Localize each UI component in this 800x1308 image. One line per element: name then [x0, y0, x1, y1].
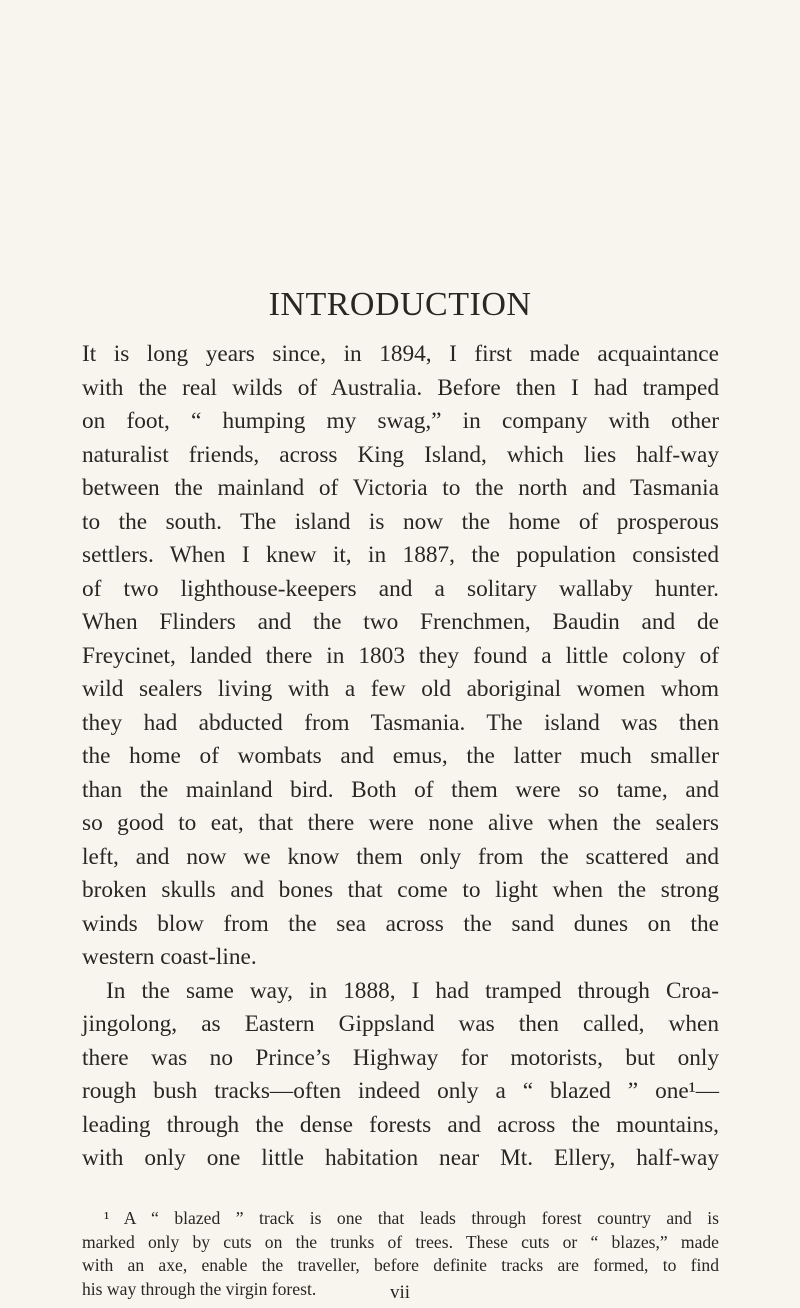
- body-line: with the real wilds of Australia. Before then I had tramped: [82, 374, 719, 401]
- body-line: with only one little habitation near Mt. Ellery, half-way: [82, 1145, 719, 1171]
- body-line: When Flinders and the two Frenchmen, Baudin and de: [82, 609, 719, 635]
- body-line: of two lighthouse-keepers and a solitary wallaby hunter.: [82, 575, 719, 602]
- body-line: jingolong, as Eastern Gippsland was then called, when: [82, 1011, 719, 1037]
- body-line: they had abducted from Tasmania. The island was then: [82, 709, 719, 736]
- body-text: [82, 338, 719, 1176]
- body-line: western coast-line.: [82, 944, 257, 970]
- body-line: the home of wombats and emus, the latter much smaller: [82, 743, 719, 769]
- footnote-line: his way through the virgin forest.: [82, 1278, 317, 1299]
- body-line: than the mainland bird. Both of them were so tame, and: [82, 776, 719, 803]
- body-line: It is long years since, in 1894, I first made acquaintance: [82, 341, 719, 367]
- footnote-line: with an axe, enable the traveller, before definite tracks are formed, to find: [82, 1255, 719, 1275]
- body-line: between the mainland of Victoria to the north and Tasmania: [82, 475, 719, 501]
- body-line: there was no Prince’s Highway for motorists, but only: [82, 1044, 719, 1071]
- body-line: In the same way, in 1888, I had tramped through Croa-: [106, 977, 719, 1004]
- body-line: winds blow from the sea across the sand dunes on the: [82, 910, 719, 937]
- body-line: naturalist friends, across King Island, which lies half-way: [82, 441, 719, 468]
- chapter-heading: INTRODUCTION: [268, 286, 532, 323]
- body-line: settlers. When I knew it, in 1887, the population consisted: [82, 542, 719, 568]
- body-line: so good to eat, that there were none alive when the sealers: [82, 810, 719, 836]
- body-line: left, and now we know them only from the scattered and: [82, 843, 719, 870]
- body-line: rough bush tracks—often indeed only a “ blazed ” one¹—: [82, 1078, 719, 1104]
- body-line: broken skulls and bones that come to light when the strong: [82, 877, 719, 903]
- body-line: leading through the dense forests and across the mountains,: [82, 1111, 719, 1138]
- body-line: to the south. The island is now the home of prosperous: [82, 508, 719, 535]
- page-number: vii: [389, 1282, 411, 1303]
- body-line: wild sealers living with a few old aboriginal women whom: [82, 676, 719, 702]
- body-line: Freycinet, landed there in 1803 they found a little colony of: [82, 642, 719, 669]
- body-line: on foot, “ humping my swag,” in company with other: [82, 408, 719, 434]
- footnote-line: marked only by cuts on the trunks of trees. These cuts or “ blazes,” made: [82, 1231, 719, 1252]
- footnote-line: ¹ A “ blazed ” track is one that leads through forest country and is: [104, 1208, 719, 1228]
